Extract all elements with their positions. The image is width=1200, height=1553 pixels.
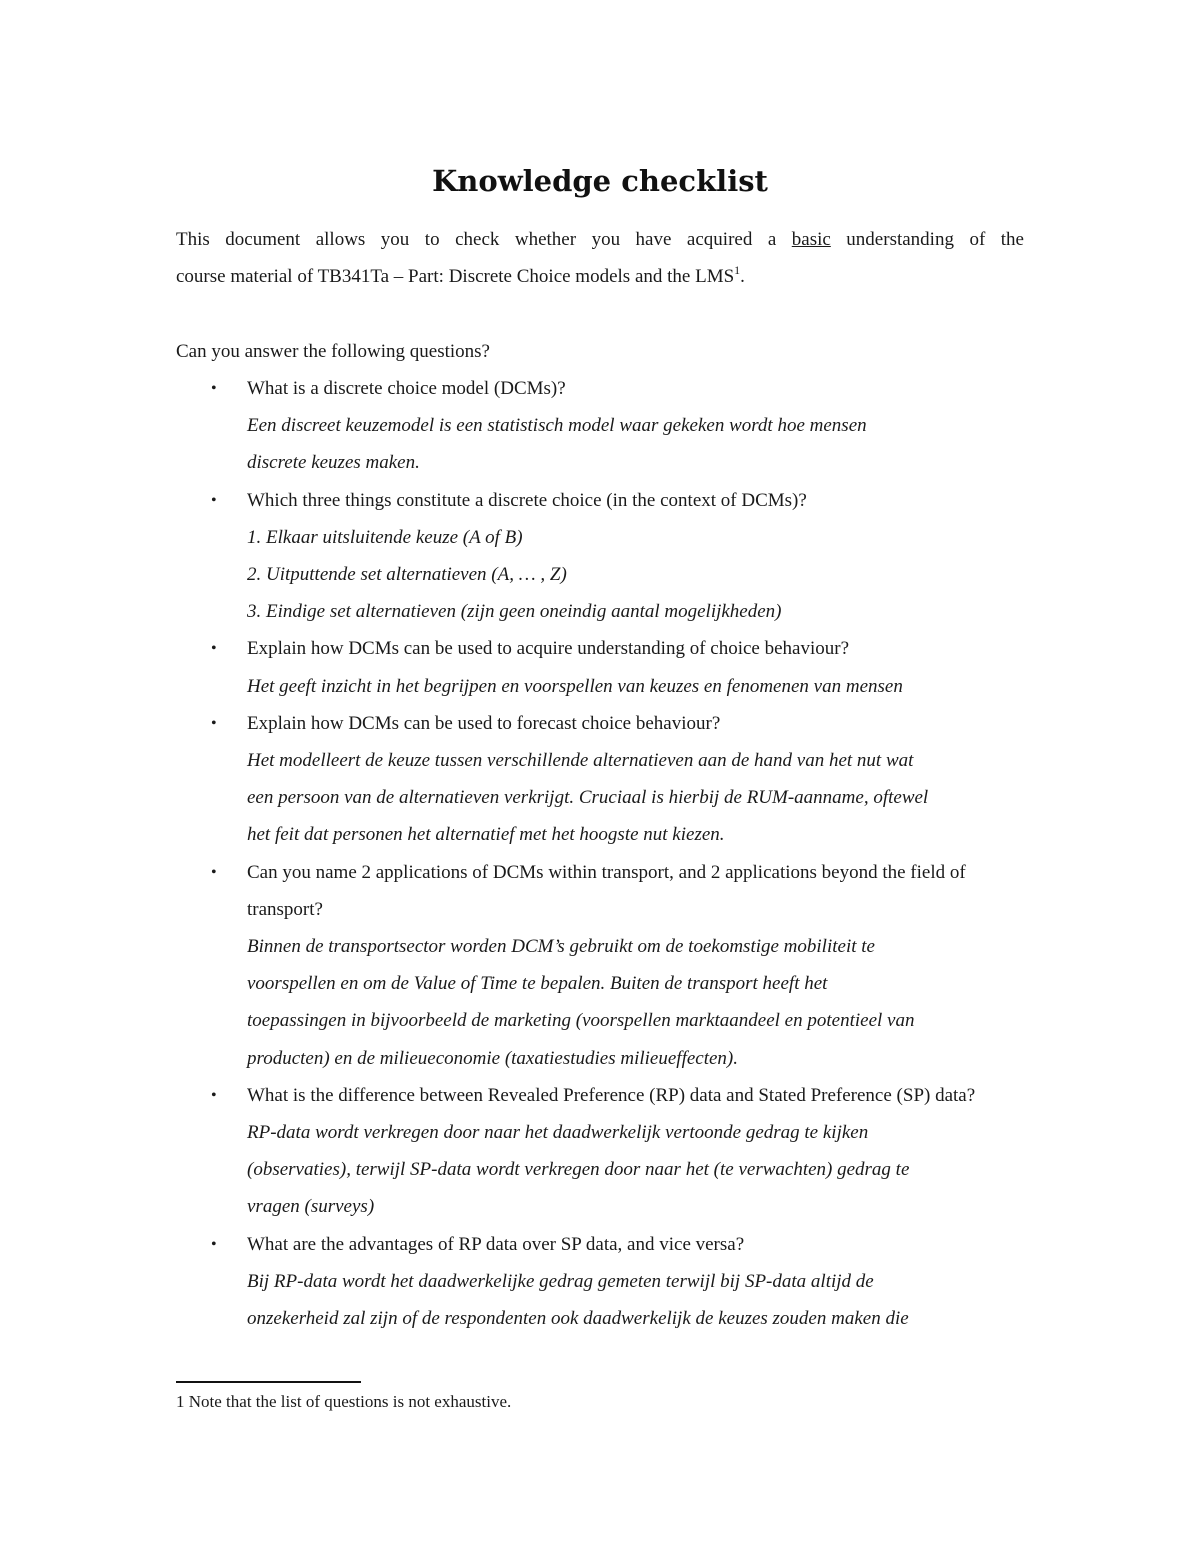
answer-line: toepassingen in bijvoorbeeld de marketing (voorspellen marktaandeel en potentieel van bbox=[247, 1010, 915, 1032]
bullet-icon: • bbox=[211, 1086, 217, 1104]
intro-line-2 bbox=[176, 258, 1024, 295]
answer-line: 3. Eindige set alternatieven (zijn geen oneindig aantal mogelijkheden) bbox=[247, 601, 782, 623]
answer-line: discrete keuzes maken. bbox=[247, 452, 420, 474]
answer-line: een persoon van de alternatieven verkrijgt. Cruciaal is hierbij de RUM-aanname, oftewel bbox=[247, 787, 929, 809]
question-text: Explain how DCMs can be used to forecast choice behaviour? bbox=[247, 712, 721, 734]
question-text: Explain how DCMs can be used to acquire understanding of choice behaviour? bbox=[247, 638, 850, 660]
questions-lead: Can you answer the following questions? bbox=[176, 341, 490, 362]
answer-line: (observaties), terwijl SP-data wordt verkregen door naar het (te verwachten) gedrag te bbox=[247, 1159, 910, 1181]
question-text: Which three things constitute a discrete choice (in the context of DCMs)? bbox=[247, 489, 807, 511]
intro-text-end: . bbox=[740, 266, 745, 287]
list-item bbox=[176, 482, 1036, 631]
question-text: What is a discrete choice model (DCMs)? bbox=[247, 378, 566, 399]
bullet-icon: • bbox=[211, 1235, 217, 1253]
question-list bbox=[176, 370, 1036, 1337]
answer-line: RP-data wordt verkregen door naar het daadwerkelijk vertoonde gedrag te kijken bbox=[247, 1122, 869, 1144]
answer-line: producten) en de milieueconomie (taxatiestudies milieueffecten). bbox=[247, 1047, 739, 1069]
bullet-icon: • bbox=[211, 640, 217, 658]
list-item bbox=[176, 630, 1036, 704]
answer-line: Een discreet keuzemodel is een statistisch model waar gekeken wordt hoe mensen bbox=[247, 415, 867, 437]
answer-line: voorspellen en om de Value of Time te bepalen. Buiten de transport heeft het bbox=[247, 973, 828, 995]
bullet-icon: • bbox=[211, 714, 217, 732]
footnote-separator bbox=[176, 1381, 361, 1383]
intro-text-c: course material of TB341Ta – Part: Discrete Choice models and the LMS bbox=[176, 266, 735, 287]
list-item bbox=[176, 370, 1036, 482]
footnote: 1 Note that the list of questions is not exhaustive. bbox=[176, 1392, 512, 1411]
answer-line: onzekerheid zal zijn of de respondenten ook daadwerkelijk de keuzes zouden maken die bbox=[247, 1308, 909, 1330]
question-text: Can you name 2 applications of DCMs within transport, and 2 applications beyond the field of transport? bbox=[247, 861, 966, 920]
page-title: Knowledge checklist bbox=[432, 164, 768, 198]
intro-line-1 bbox=[176, 221, 1024, 258]
list-item bbox=[176, 705, 1036, 854]
answer-line: 2. Uitputtende set alternatieven (A, … , Z) bbox=[247, 564, 567, 586]
answer-line: Het geeft inzicht in het begrijpen en voorspellen van keuzes en fenomenen van mensen bbox=[247, 675, 903, 697]
answer-line: Bij RP-data wordt het daadwerkelijke gedrag gemeten terwijl bij SP-data altijd de bbox=[247, 1270, 874, 1292]
intro-underlined-word: basic bbox=[791, 229, 831, 250]
bullet-icon: • bbox=[211, 863, 217, 881]
intro-paragraph bbox=[176, 221, 1024, 295]
bullet-icon: • bbox=[211, 491, 217, 509]
question-text: What are the advantages of RP data over SP data, and vice versa? bbox=[247, 1233, 745, 1255]
answer-line: Binnen de transportsector worden DCM’s gebruikt om de toekomstige mobiliteit te bbox=[247, 936, 875, 958]
list-item bbox=[176, 1226, 1036, 1338]
list-item bbox=[176, 854, 1036, 1077]
answer-line: vragen (surveys) bbox=[247, 1196, 375, 1218]
intro-text-a: This document allows you to check whether you have acquired a bbox=[176, 229, 792, 250]
intro-text-b: understanding of the bbox=[830, 229, 1024, 250]
answer-line: het feit dat personen het alternatief met het hoogste nut kiezen. bbox=[247, 824, 725, 846]
question-text: What is the difference between Revealed Preference (RP) data and Stated Preference (SP) data? bbox=[247, 1084, 976, 1106]
answer-line: 1. Elkaar uitsluitende keuze (A of B) bbox=[247, 526, 523, 548]
list-item bbox=[176, 1077, 1036, 1226]
bullet-icon: • bbox=[211, 380, 217, 397]
footnote-reference[interactable]: 1 bbox=[734, 263, 741, 277]
answer-line: Het modelleert de keuze tussen verschillende alternatieven aan de hand van het nut wat bbox=[247, 750, 914, 772]
